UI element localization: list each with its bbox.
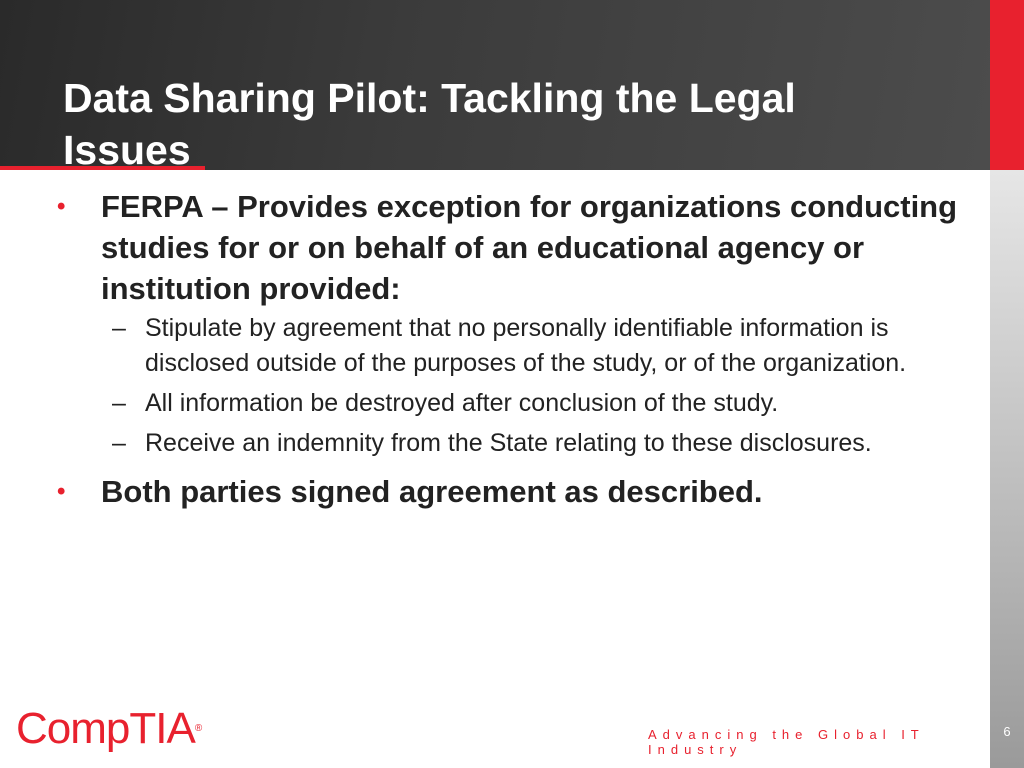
footer-tagline: Advancing the Global IT Industry	[648, 727, 925, 757]
bullet-icon: •	[57, 478, 66, 505]
sub-bullet-item	[112, 311, 982, 381]
sub-bullet-list	[57, 311, 982, 461]
page-number: 6	[1003, 724, 1011, 739]
sub-bullet-text: Receive an indemnity from the State relating to these disclosures.	[145, 429, 872, 457]
comptia-logo	[16, 704, 201, 754]
bullet-text: FERPA – Provides exception for organizations conducting studies for or on behalf of an educational agency or institution provided:	[101, 189, 958, 306]
bullet-text: Both parties signed agreement as described.	[101, 474, 763, 509]
dash-icon: –	[112, 429, 126, 457]
sub-bullet-text: All information be destroyed after conclusion of the study.	[145, 389, 779, 417]
bullet-item	[57, 186, 982, 309]
sub-bullet-item	[112, 386, 982, 421]
accent-bar	[990, 0, 1024, 170]
bullet-item	[57, 471, 982, 512]
logo-text: CompTIA	[16, 704, 195, 753]
sub-bullet-text: Stipulate by agreement that no personally identifiable information is disclosed outside of the purposes of the study, or of the organization.	[145, 314, 907, 377]
slide-body	[57, 186, 982, 512]
dash-icon: –	[112, 389, 126, 417]
dash-icon: –	[112, 314, 126, 342]
bullet-icon: •	[57, 193, 66, 220]
sub-bullet-item	[112, 426, 982, 461]
side-bar	[990, 170, 1024, 768]
registered-mark: ®	[194, 723, 202, 734]
slide-title: Data Sharing Pilot: Tackling the Legal Issues	[63, 75, 796, 173]
